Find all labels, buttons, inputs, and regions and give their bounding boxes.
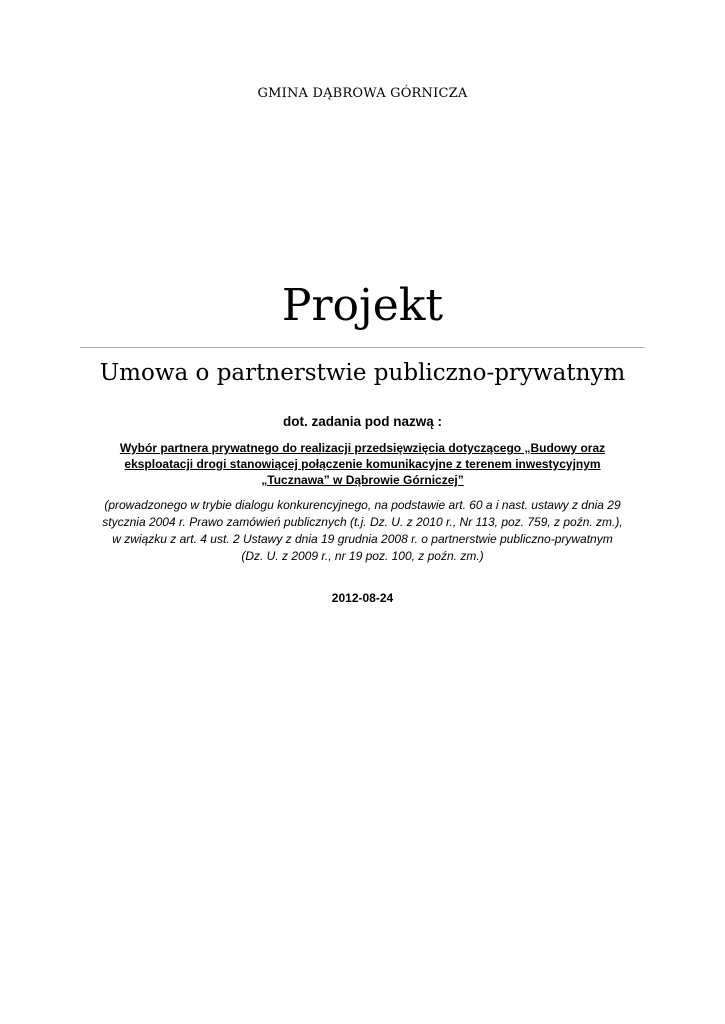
task-intro: dot. zadania pod nazwą : [282,414,442,429]
legal-basis [85,497,640,565]
organization-name: GMINA DĄBROWA GÓRNICZA [257,86,468,101]
legal-basis-line: stycznia 2004 r. Prawo zamówień publicznych (t.j. Dz. U. z 2010 r., Nr 113, poz. 759, z poźn. zm.), [102,515,623,529]
document-title: Projekt [281,280,444,331]
task-line: „Tucznawa” w Dąbrowie Górniczej” [261,473,464,487]
legal-basis-line: w związku z art. 4 ust. 2 Ustawy z dnia 19 grudnia 2008 r. o partnerstwie publiczno-prywatnym [112,532,613,546]
title-divider [80,347,645,348]
task-line: eksploatacji drogi stanowiącej połączenie komunikacyjne z terenem inwestycyjnym [124,457,601,471]
legal-basis-line: (Dz. U. z 2009 r., nr 19 poz. 100, z poźn. zm.) [241,549,484,563]
document-date: 2012-08-24 [331,591,394,605]
document-subtitle: Umowa o partnerstwie publiczno-prywatnym [99,360,626,386]
task-line: Wybór partnera prywatnego do realizacji przedsięwzięcia dotyczącego „Budowy oraz [119,441,606,455]
task-name [90,440,635,488]
legal-basis-line: (prowadzonego w trybie dialogu konkurencyjnego, na podstawie art. 60 a i nast. ustawy z dnia 29 [104,498,621,512]
